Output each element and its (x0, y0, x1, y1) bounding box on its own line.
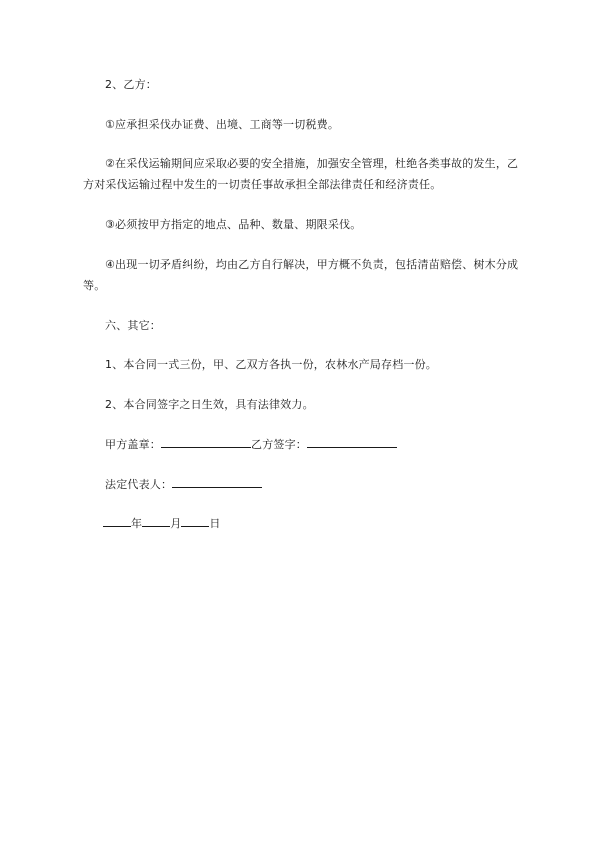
month-label: 月 (170, 517, 182, 530)
legal-representative-line (83, 474, 523, 495)
other-clause-1: 1、本合同一式三份，甲、乙双方各执一份，农林水产局存档一份。 (105, 358, 437, 371)
other-clause-2: 2、本合同签字之日生效，具有法律效力。 (105, 398, 314, 411)
year-blank[interactable] (103, 514, 131, 527)
legal-representative-label: 法定代表人： (105, 478, 173, 491)
section-heading-other: 六、其它： (105, 319, 161, 332)
clause-b-4: ④出现一切矛盾纠纷，均由乙方自行解决，甲方概不负责，包括清苗赔偿、树木分成等。 (83, 258, 519, 292)
party-b-sign-label: 乙方签字： (251, 438, 307, 451)
day-label: 日 (209, 517, 221, 530)
legal-representative-blank[interactable] (172, 475, 262, 488)
day-blank[interactable] (181, 514, 209, 527)
clause-b-1: ①应承担采伐办证费、出境、工商等一切税费。 (105, 118, 340, 131)
date-line (83, 513, 523, 534)
year-label: 年 (131, 517, 143, 530)
party-a-seal-blank[interactable] (161, 435, 251, 448)
clause-heading-party-b: 2、乙方： (105, 78, 157, 91)
clause-b-2: ②在采伐运输期间应采取必要的安全措施，加强安全管理，杜绝各类事故的发生，乙方对采伐运输过程中发生的一切责任事故承担全部法律责任和经济责任。 (83, 157, 519, 191)
signature-line (83, 434, 523, 455)
party-b-sign-blank[interactable] (307, 435, 397, 448)
clause-b-3: ③必须按甲方指定的地点、品种、数量、期限采伐。 (105, 218, 362, 231)
party-a-seal-label: 甲方盖章： (105, 438, 161, 451)
month-blank[interactable] (142, 514, 170, 527)
